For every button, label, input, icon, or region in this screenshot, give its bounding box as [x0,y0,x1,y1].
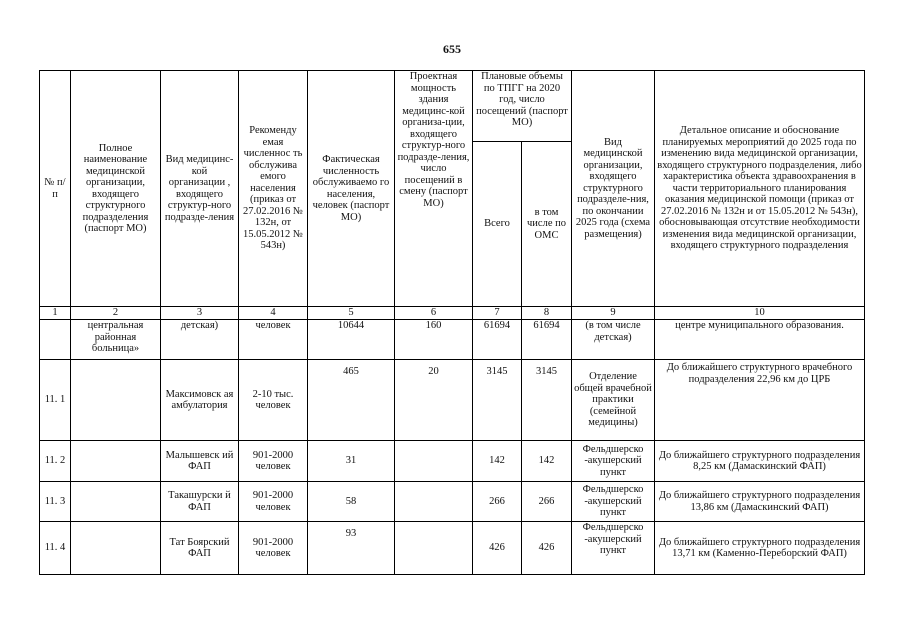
row-description: До ближайшего структурного подразделения 13,86 км (Дамаскинский ФАП) [655,482,865,522]
row-actual-population: 465 [308,360,395,441]
header-recommended-population: Рекоменду емая численнос ть обслужива емого населения (приказ от 27.02.2016 № 132н, от 15.05.2012 № 543н) [239,71,308,307]
row-org-name [71,522,161,575]
row-description: До ближайшего структурного подразделения 13,71 км (Каменно-Переборский ФАП) [655,522,865,575]
row-org-type: детская) [161,320,239,360]
row-number: 11. 1 [40,360,71,441]
column-number: 9 [572,307,655,320]
row-total: 61694 [473,320,522,360]
header-planned-volumes: Плановые объемы по ТПГГ на 2020 год, число посещений (паспорт МО) [473,71,572,142]
row-recommended-population: человек [239,320,308,360]
row-type-2025: Отделение общей врачебной практики (семейной медицины) [572,360,655,441]
facilities-table [39,70,865,575]
column-number: 2 [71,307,161,320]
row-actual-population: 58 [308,482,395,522]
row-capacity [395,441,473,482]
column-number: 3 [161,307,239,320]
row-actual-population: 93 [308,522,395,575]
row-org-type: Такашурски й ФАП [161,482,239,522]
row-type-2025: Фельдшерско -акушерский пункт [572,441,655,482]
row-oms: 266 [522,482,572,522]
column-number: 6 [395,307,473,320]
row-total: 142 [473,441,522,482]
row-capacity [395,522,473,575]
column-number: 4 [239,307,308,320]
column-number-row [40,307,865,320]
page-number: 655 [443,42,461,56]
row-org-name [71,360,161,441]
row-org-type: Малышевск ий ФАП [161,441,239,482]
row-number [40,320,71,360]
header-type-2025: Вид медицинской организации, входящего структурного подразделе-ния, по окончании 2025 года (схема размещения) [572,71,655,307]
row-org-name [71,482,161,522]
row-oms: 142 [522,441,572,482]
header-description: Детальное описание и обоснование планируемых мероприятий до 2025 года по изменению вида медицинской организации, входящего структурного подразделения, либо характеристика объекта здравоохранения в части территориального планирования оказания медицинской помощи (приказ от 27.02.2016 № 132н и от 15.05.2012 № 543н), обосновывающая отсутствие необходимости изменения вида медицинской организации, входящего структурного подразделения [655,71,865,307]
row-total: 3145 [473,360,522,441]
table-row [40,482,865,522]
column-number: 5 [308,307,395,320]
row-description: До ближайшего структурного врачебного подразделения 22,96 км до ЦРБ [655,360,865,441]
row-recommended-population: 901-2000 человек [239,522,308,575]
row-capacity: 20 [395,360,473,441]
row-oms: 61694 [522,320,572,360]
header-total: Всего [473,142,522,307]
row-number: 11. 2 [40,441,71,482]
column-number: 10 [655,307,865,320]
row-recommended-population: 2-10 тыс. человек [239,360,308,441]
table-row [40,320,865,360]
row-type-2025: (в том числе детская) [572,320,655,360]
row-org-type: Тат Боярский ФАП [161,522,239,575]
row-description: центре муниципального образования. [655,320,865,360]
row-total: 266 [473,482,522,522]
table-row [40,360,865,441]
row-actual-population: 31 [308,441,395,482]
row-number: 11. 3 [40,482,71,522]
header-number: № п/п [40,71,71,307]
column-number: 1 [40,307,71,320]
row-capacity [395,482,473,522]
row-type-2025: Фельдшерско -акушерский пункт [572,482,655,522]
row-oms: 3145 [522,360,572,441]
row-description: До ближайшего структурного подразделения 8,25 км (Дамаскинский ФАП) [655,441,865,482]
row-number: 11. 4 [40,522,71,575]
header-row-top [40,71,865,142]
row-recommended-population: 901-2000 человек [239,482,308,522]
header-org-name: Полное наименование медицинской организации, входящего структурного подразделения (паспорт МО) [71,71,161,307]
table-row [40,441,865,482]
header-actual-population: Фактическая численность обслуживаемо го населения, человек (паспорт МО) [308,71,395,307]
row-capacity: 160 [395,320,473,360]
column-number: 7 [473,307,522,320]
header-oms: в том числе по ОМС [522,142,572,307]
row-type-2025: Фельдшерско -акушерский пункт [572,522,655,575]
row-org-name: центральная районная больница» [71,320,161,360]
row-total: 426 [473,522,522,575]
table-row [40,522,865,575]
row-org-name [71,441,161,482]
header-capacity: Проектная мощность здания медицинс-кой организа-ции, входящего структур-ного подразде-ления, число посещений в смену (паспорт МО) [395,71,473,307]
column-number: 8 [522,307,572,320]
header-org-type: Вид медицинс-кой организации , входящего структур-ного подразде-ления [161,71,239,307]
row-recommended-population: 901-2000 человек [239,441,308,482]
row-oms: 426 [522,522,572,575]
row-actual-population: 10644 [308,320,395,360]
row-org-type: Максимовск ая амбулатория [161,360,239,441]
